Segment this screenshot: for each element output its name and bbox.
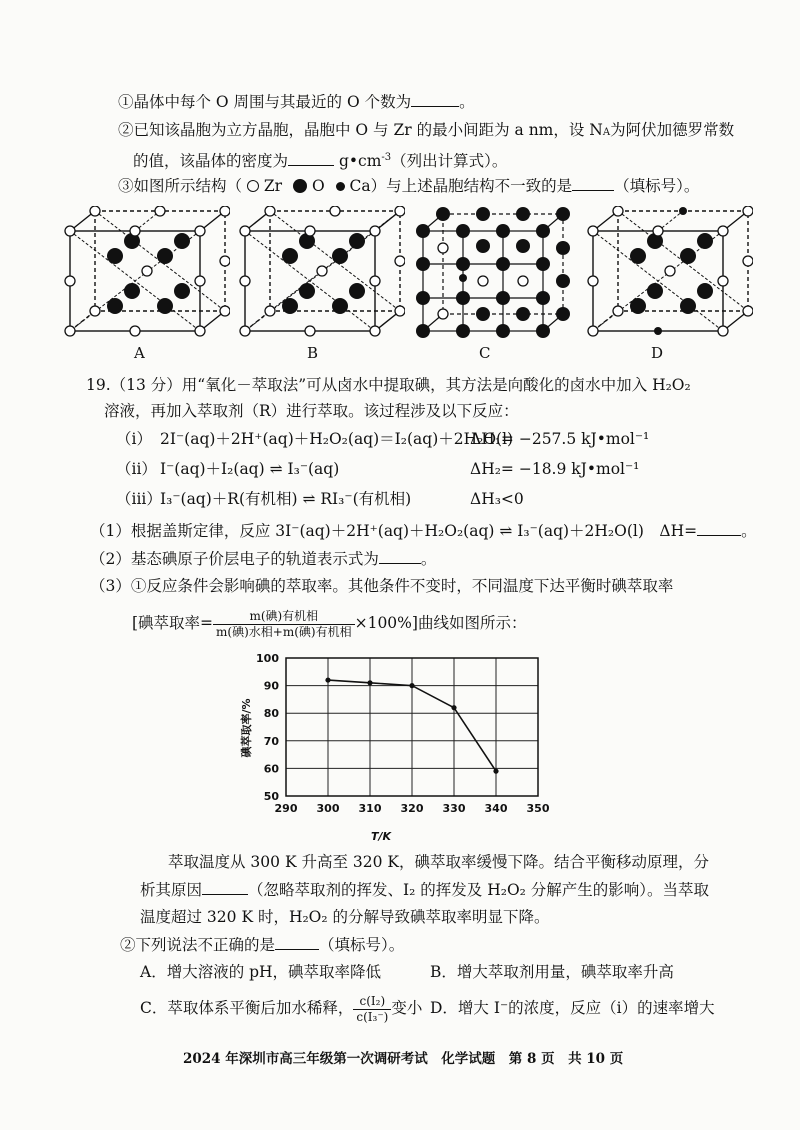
chart-data-point xyxy=(409,683,414,688)
answer-blank[interactable] xyxy=(288,151,334,166)
chart-ytick-label: 100 xyxy=(256,652,279,665)
q19-intro-line2: 溶液，再加入萃取剂（R）进行萃取。该过程涉及以下反应： xyxy=(104,402,519,420)
chart-ytick-label: 90 xyxy=(263,679,279,693)
extraction-formula: [碘萃取率= $\frac{\text{m(碘)有机相}}{\text{m(碘)水相+m(碘)有机相}}$ ×100%]曲线如图所示： xyxy=(132,608,527,639)
legend-ca-icon xyxy=(336,182,345,191)
legend-zr-icon xyxy=(247,180,259,192)
choice-c[interactable]: C．萃取体系平衡后加水稀释， $\frac{\text{c(I₂)}}{\text{c(I₃⁻)}}$ 变小 xyxy=(140,993,423,1024)
answer-blank[interactable] xyxy=(697,521,741,536)
q19-intro-line1: 19.（13 分）用“氧化－萃取法”可从卤水中提取碘，其方法是向酸化的卤水中加入 H₂O₂ xyxy=(86,376,691,394)
reaction-iii-enthalpy: ΔH₃<0 xyxy=(470,490,524,508)
answer-blank[interactable] xyxy=(202,880,248,895)
q18-item2-line1: ②已知该晶胞为立方晶胞，晶胞中 O 与 Zr 的最小间距为 a nm，设 NA为阿伏加德罗常数 xyxy=(118,121,735,139)
analysis-line2: 析其原因 （忽略萃取剂的挥发、I₂ 的挥发及 H₂O₂ 分解产生的影响）。当萃取 xyxy=(140,881,710,899)
legend-o-icon xyxy=(293,179,307,193)
chart-ytick-label: 70 xyxy=(263,734,279,748)
analysis-line1: 萃取温度从 300 K 升高至 320 K，碘萃取率缓慢下降。结合平衡移动原理，分 xyxy=(168,853,709,871)
analysis-line3: 温度超过 320 K 时，H₂O₂ 的分解导致碘萃取率明显下降。 xyxy=(140,908,550,926)
option-label-b: B xyxy=(307,344,319,362)
chart-xtick-label: 320 xyxy=(400,802,424,815)
chart-ytick-label: 80 xyxy=(263,707,279,721)
q18-item3: ③如图所示结构（ Zr O Ca）与上述晶胞结构不一致的是 （填标号）。 xyxy=(118,177,700,195)
crystal-structure-c xyxy=(413,206,573,341)
reaction-iii-label: （iii） xyxy=(116,490,162,508)
crystal-structure-d xyxy=(583,206,753,341)
q18-item2-line2: 的值，该晶体的密度为 $g•cm^{-3}$（列出计算式）。 xyxy=(133,152,508,171)
crystal-structure-a xyxy=(60,206,230,341)
choice-a[interactable]: A．增大溶液的 pH，碘萃取率降低 xyxy=(140,963,382,981)
extraction-rate-chart xyxy=(236,650,566,845)
chart-ylabel: 碘萃取率/% xyxy=(240,698,253,758)
page-footer: 2024 年深圳市高三年级第一次调研考试 化学试题 第 8 页 共 10 页 xyxy=(183,1051,624,1067)
reaction-ii-label: （ii） xyxy=(116,460,157,478)
reaction-iii-equation: I₃⁻(aq)＋R(有机相) ⇌ RI₃⁻(有机相) xyxy=(160,490,412,508)
chart-ytick-label: 50 xyxy=(263,790,279,803)
chart-xtick-label: 310 xyxy=(358,802,382,815)
reaction-i-enthalpy: ΔH₁= −257.5 kJ•mol⁻¹ xyxy=(470,430,650,448)
chart-data-point xyxy=(325,677,330,682)
crystal-structure-b xyxy=(235,206,405,341)
answer-blank[interactable] xyxy=(275,935,319,950)
chart-data-point xyxy=(493,769,498,774)
formula-fraction: $\frac{\text{m(碘)有机相}}{\text{m(碘)水相+m(碘)有机相}}$ xyxy=(213,609,355,640)
option-label-a: A xyxy=(134,344,145,362)
chart-xtick-label: 300 xyxy=(316,802,340,815)
choice-b[interactable]: B．增大萃取剂用量，碘萃取率升高 xyxy=(430,963,674,981)
option-label-d: D xyxy=(651,344,664,362)
q19-subq2: ②下列说法不正确的是 （填标号）。 xyxy=(120,936,405,954)
answer-blank[interactable] xyxy=(411,92,459,107)
reaction-ii-equation: I⁻(aq)＋I₂(aq) ⇌ I₃⁻(aq) xyxy=(160,460,340,478)
chart-xtick-label: 350 xyxy=(526,802,550,815)
reaction-i-label: （i） xyxy=(116,430,152,448)
choice-d[interactable]: D．增大 I⁻的浓度，反应（i）的速率增大 xyxy=(430,999,715,1017)
q19-part3: （3）①反应条件会影响碘的萃取率。其他条件不变时，不同温度下达平衡时碘萃取率 xyxy=(90,577,674,595)
option-label-c: C xyxy=(479,344,491,362)
chart-data-point xyxy=(451,705,456,710)
chart-xlabel: T/K xyxy=(370,830,392,843)
q19-part2: （2）基态碘原子价层电子的轨道表示式为 。 xyxy=(90,550,437,568)
answer-blank[interactable] xyxy=(379,549,421,564)
chart-xtick-label: 290 xyxy=(274,802,298,815)
chart-data-point xyxy=(367,680,372,685)
chart-ytick-label: 60 xyxy=(263,762,279,776)
q19-part1: （1）根据盖斯定律，反应 3I⁻(aq)＋2H⁺(aq)＋H₂O₂(aq) ⇌ I₃⁻(aq)＋2H₂O(l) ΔH= 。 xyxy=(90,522,757,540)
reaction-ii-enthalpy: ΔH₂= −18.9 kJ•mol⁻¹ xyxy=(470,460,640,478)
q18-item1: ①晶体中每个 O 周围与其最近的 O 个数为 。 xyxy=(118,93,475,111)
chart-xtick-label: 330 xyxy=(442,802,466,815)
reaction-i-equation: 2I⁻(aq)＋2H⁺(aq)＋H₂O₂(aq)＝I₂(aq)＋2H₂O(l) xyxy=(160,430,514,448)
answer-blank[interactable] xyxy=(572,176,614,191)
chart-xtick-label: 340 xyxy=(484,802,508,815)
